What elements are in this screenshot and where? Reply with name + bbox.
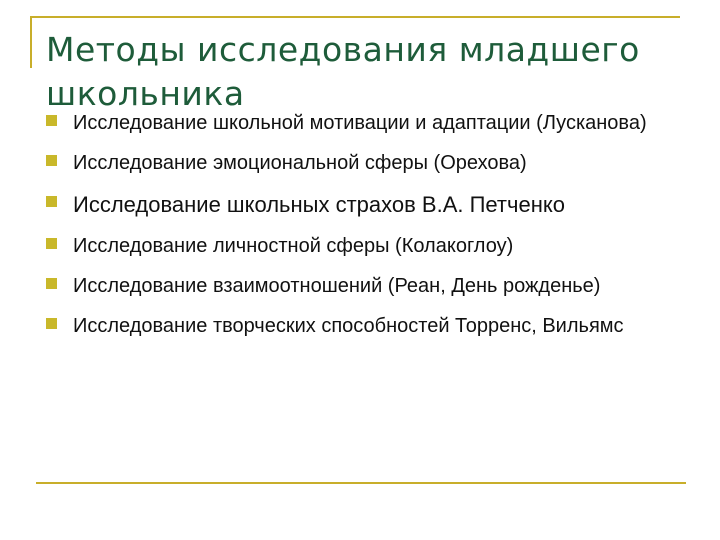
list-item-text: Исследование взаимоотношений (Реан, День рожденье) [73,275,601,297]
list-item [46,148,716,179]
title-corner-rule [30,16,32,68]
list-item-text: Исследование эмоциональной сферы (Орехова) [73,152,527,174]
square-bullet-icon [46,318,57,329]
list-item-text: Исследование школьной мотивации и адаптации (Лусканова) [73,112,647,134]
bullet-list [46,108,716,342]
list-item-text: Исследование творческих способностей Торренс, Вильямс [73,315,624,337]
slide-title: Методы исследования младшего школьника [46,30,640,113]
bottom-rule [36,482,686,484]
square-bullet-icon [46,115,57,126]
list-item [46,108,716,139]
square-bullet-icon [46,155,57,166]
square-bullet-icon [46,238,57,249]
square-bullet-icon [46,196,57,207]
list-item-text: Исследование школьных страхов В.А. Петченко [73,192,565,217]
list-item-text: Исследование личностной сферы (Колакоглоу) [73,235,514,257]
list-item [46,271,716,302]
square-bullet-icon [46,278,57,289]
list-item [46,311,716,342]
top-rule [30,16,680,18]
list-item [46,231,716,262]
list-item [46,188,716,222]
